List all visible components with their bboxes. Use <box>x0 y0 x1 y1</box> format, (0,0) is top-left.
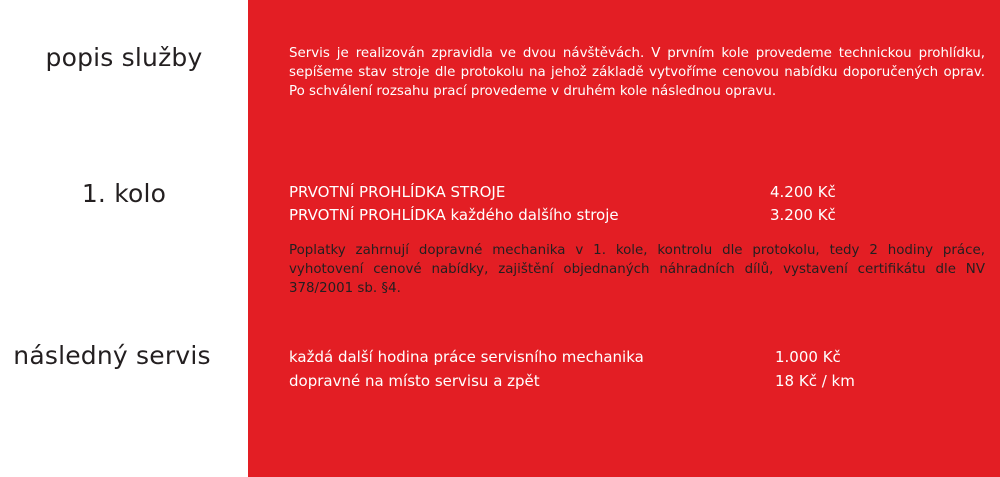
fee-note: Poplatky zahrnují dopravné mechanika v 1. kole, kontrolu dle protokolu, tedy 2 hodiny práce, vyhotovení cenové nabídky, zajištění objednaných náhradních dílů, vystavení certifikátu dle NV 378/2001 sb. §4. <box>289 243 985 296</box>
price-item-name: PRVOTNÍ PROHLÍDKA každého dalšího stroje <box>289 206 619 224</box>
price-item-value: 1.000 Kč <box>775 348 841 366</box>
label-description: popis služby <box>45 43 203 72</box>
content-panel <box>248 0 1000 477</box>
label-followup-service: následný servis <box>13 341 211 370</box>
label-round-1: 1. kolo <box>81 179 167 208</box>
price-item-name: dopravné na místo servisu a zpět <box>289 372 540 390</box>
price-item-value: 3.200 Kč <box>770 206 836 224</box>
price-item-value: 18 Kč / km <box>775 372 855 390</box>
label-column <box>0 0 248 477</box>
service-description: Servis je realizován zpravidla ve dvou návštěvách. V prvním kole provedeme technickou prohlídku, sepíšeme stav stroje dle protokolu na jehož základě vytvoříme cenovou nabídku doporučených oprav. Po schválení rozsahu prací provedeme v druhém kole následnou opravu. <box>289 46 985 99</box>
price-item-value: 4.200 Kč <box>770 183 836 201</box>
price-item-name: PRVOTNÍ PROHLÍDKA STROJE <box>289 183 506 201</box>
price-item-name: každá další hodina práce servisního mechanika <box>289 348 644 366</box>
